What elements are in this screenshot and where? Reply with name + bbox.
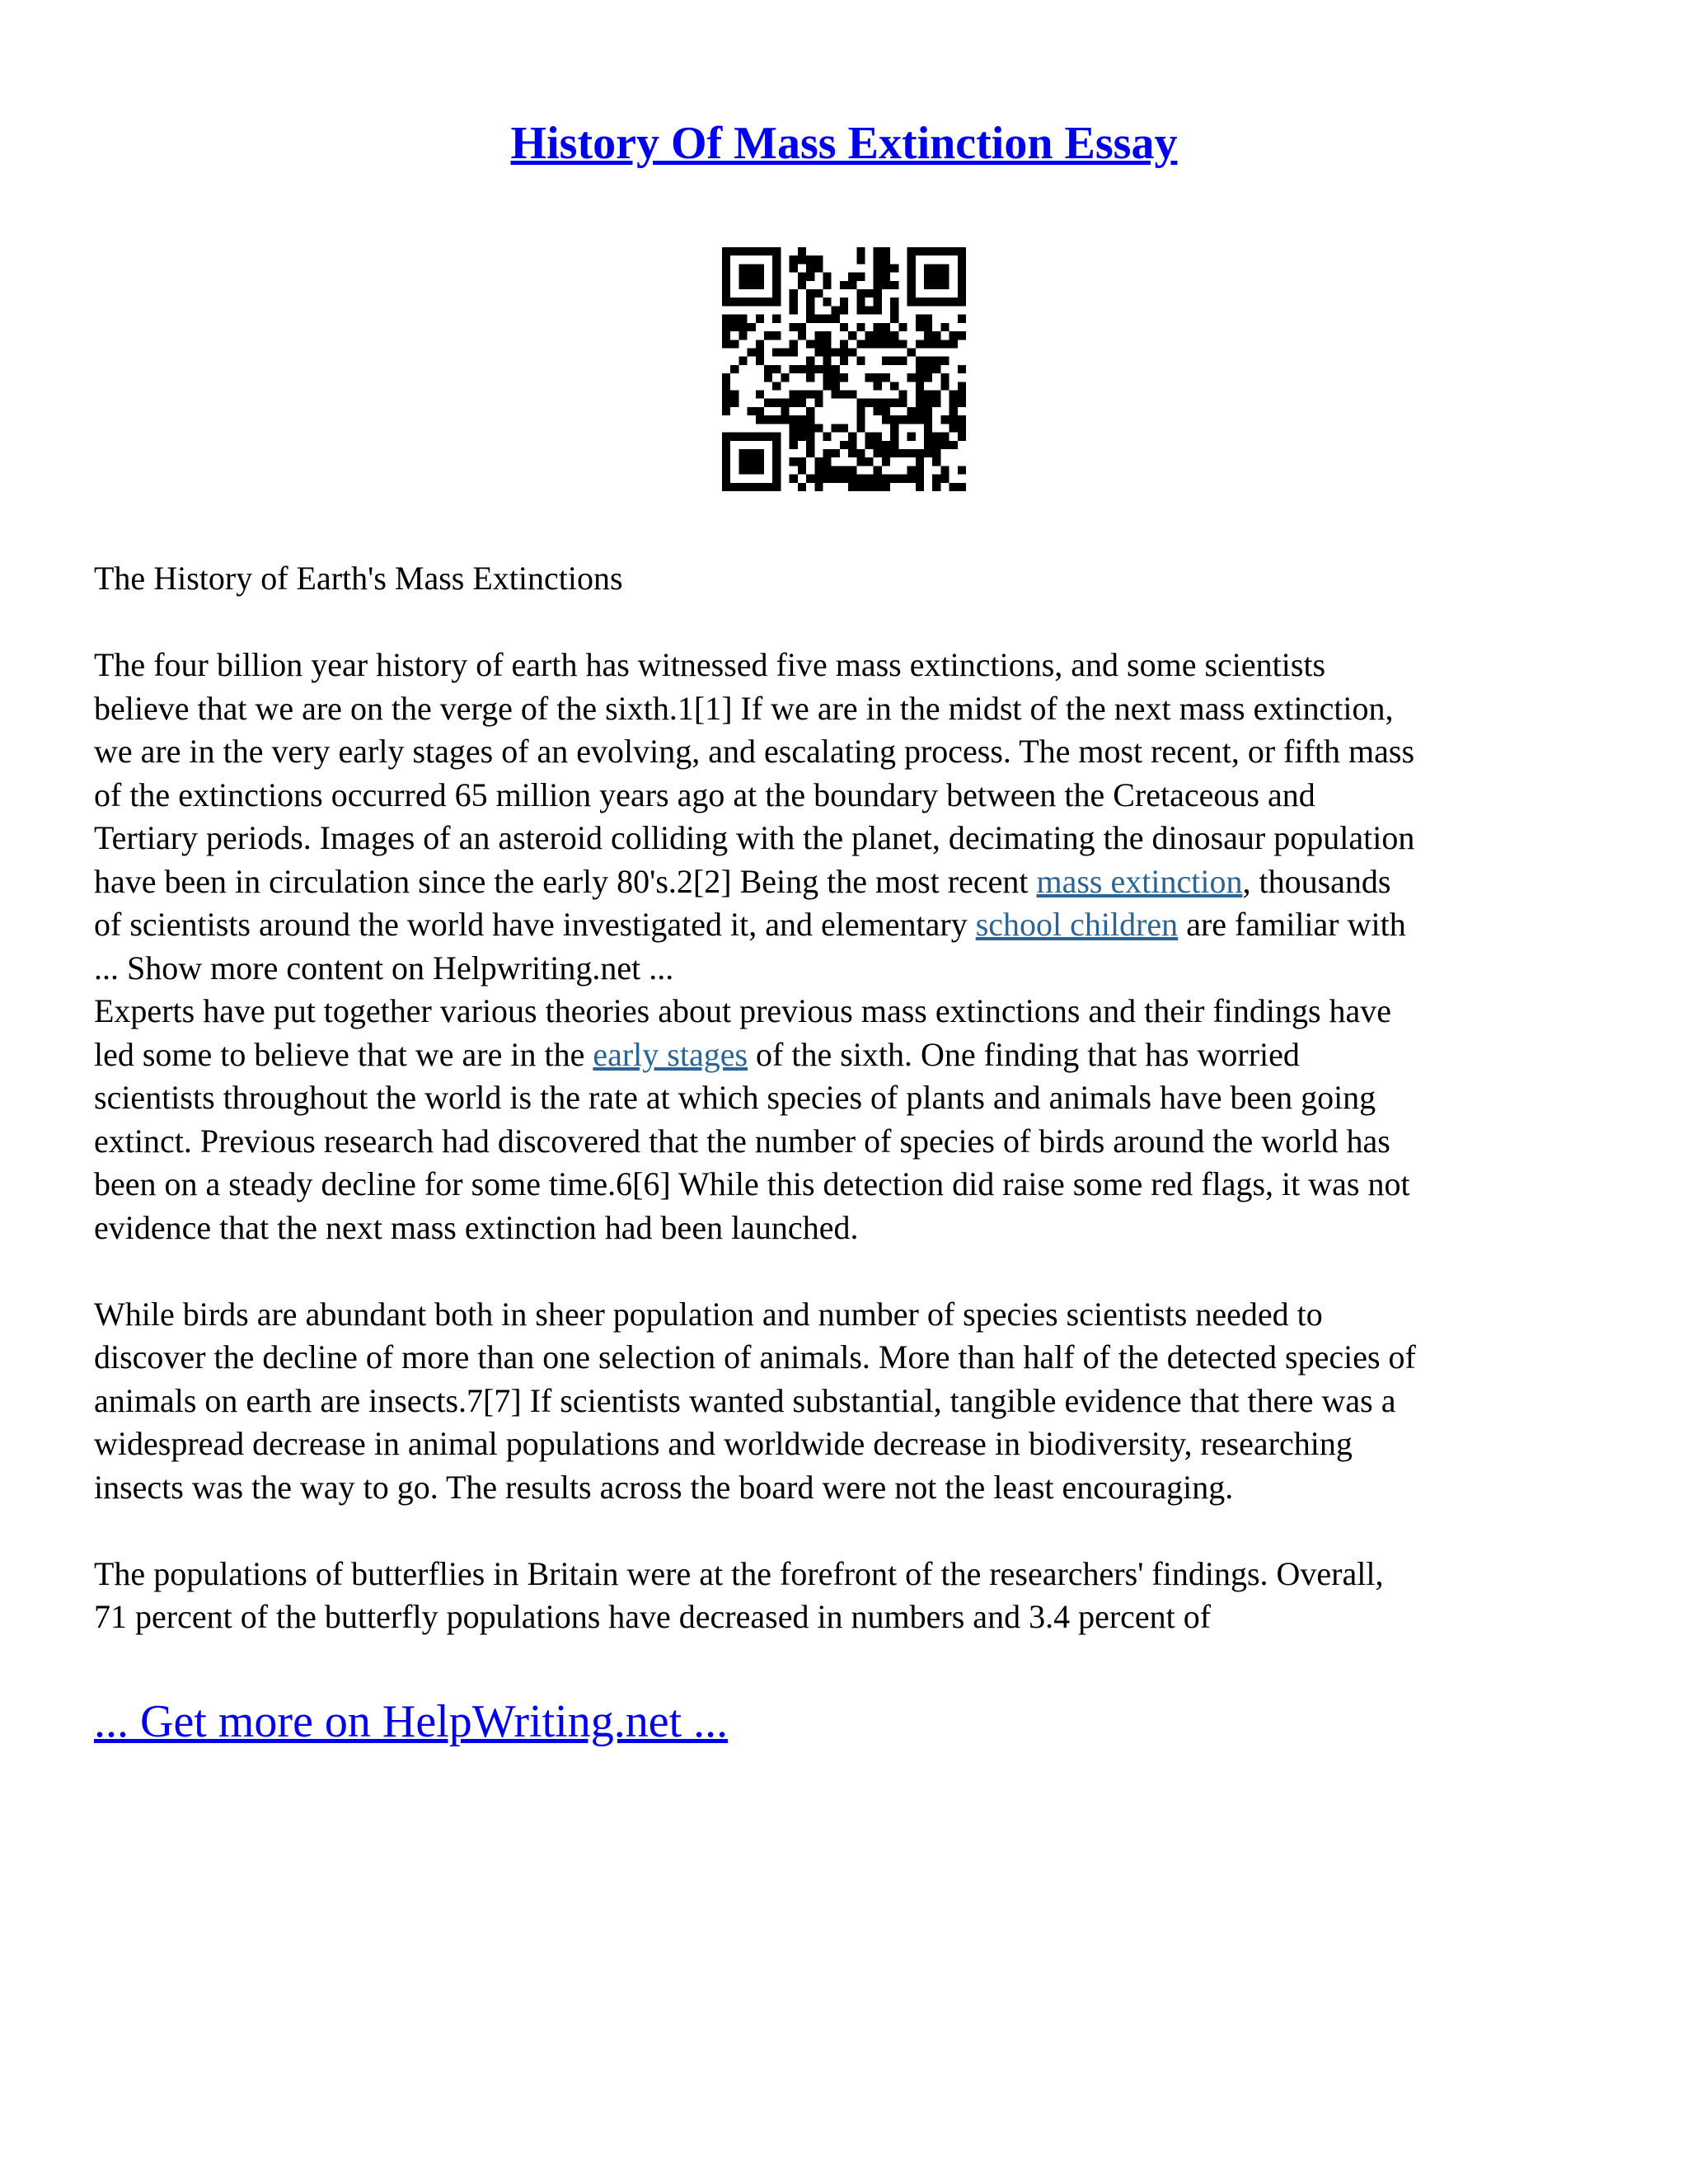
text-line — [94, 903, 1602, 947]
get-more-section — [94, 1692, 728, 1751]
text-span: have been in circulation since the early 80's.2[2] Being the most recent — [94, 862, 1037, 900]
text-line: believe that we are on the verge of the sixth.1[1] If we are in the midst of the next mass extinction, — [94, 689, 1394, 727]
text-line — [94, 1033, 1602, 1077]
mass-extinction-link[interactable]: mass extinction — [1036, 862, 1243, 900]
text-line: The four billion year history of earth has witnessed five mass extinctions, and some scientists — [94, 646, 1326, 683]
text-line: 71 percent of the butterfly populations have decreased in numbers and 3.4 percent of — [94, 1598, 1212, 1635]
paragraph-1 — [94, 644, 1602, 990]
text-span: of scientists around the world have investigated it, and elementary — [94, 906, 976, 943]
school-children-link[interactable]: school children — [975, 906, 1179, 943]
text-span: of the sixth. One finding that has worried — [748, 1035, 1300, 1073]
page-title — [0, 114, 1688, 173]
text-line: evidence that the next mass extinction had been launched. — [94, 1208, 859, 1246]
text-line: insects was the way to go. The results across the board were not the least encouraging. — [94, 1468, 1234, 1506]
title-link[interactable]: History Of Mass Extinction Essay — [510, 118, 1178, 169]
text-span: led some to believe that we are in the — [94, 1035, 593, 1073]
text-line: we are in the very early stages of an evolving, and escalating process. The most recent, or fifth mass — [94, 733, 1415, 770]
text-span: , thousands — [1242, 862, 1391, 900]
text-line: extinct. Previous research had discovered that the number of species of birds around the world has — [94, 1122, 1390, 1160]
text-line: Experts have put together various theories about previous mass extinctions and their findings have — [94, 992, 1392, 1029]
paragraph-3 — [94, 1293, 1602, 1510]
qr-code-icon — [722, 247, 966, 491]
text-line: scientists throughout the world is the rate at which species of plants and animals have been going — [94, 1079, 1376, 1116]
text-line — [94, 860, 1602, 904]
text-line: animals on earth are insects.7[7] If scientists wanted substantial, tangible evidence that there was a — [94, 1381, 1396, 1419]
text-span: are familiar with — [1178, 906, 1406, 943]
text-line: discover the decline of more than one selection of animals. More than half of the detected species of — [94, 1338, 1416, 1376]
text-line: of the extinctions occurred 65 million years ago at the boundary between the Cretaceous and — [94, 776, 1315, 813]
essay-heading: The History of Earth's Mass Extinctions — [94, 560, 623, 597]
show-more-text: ... Show more content on Helpwriting.net ... — [94, 949, 674, 987]
paragraph-2 — [94, 990, 1602, 1249]
essay-body — [94, 557, 1602, 1639]
early-stages-link[interactable]: early stages — [593, 1035, 748, 1073]
get-more-link[interactable]: ... Get more on HelpWriting.net ... — [94, 1696, 729, 1747]
paragraph-4 — [94, 1553, 1602, 1639]
text-line: widespread decrease in animal populations and worldwide decrease in biodiversity, researching — [94, 1425, 1353, 1462]
text-line: The populations of butterflies in Britain were at the forefront of the researchers' findings. Overall, — [94, 1554, 1384, 1592]
text-line: While birds are abundant both in sheer population and number of species scientists needed to — [94, 1295, 1323, 1333]
text-line: been on a steady decline for some time.6[6] While this detection did raise some red flags, it was not — [94, 1165, 1410, 1202]
text-line: Tertiary periods. Images of an asteroid colliding with the planet, decimating the dinosaur population — [94, 819, 1415, 856]
